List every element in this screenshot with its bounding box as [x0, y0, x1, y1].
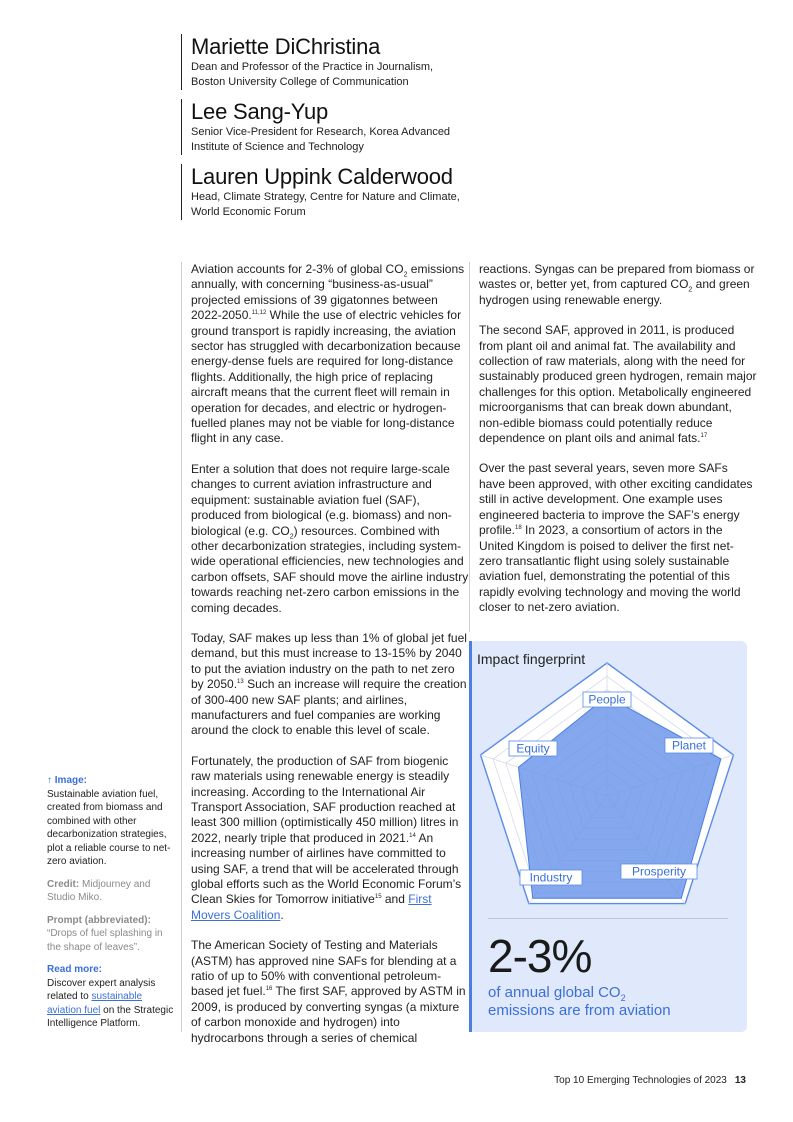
- paragraph: Aviation accounts for 2-3% of global $CO_2$ emissions annually, with concerning “business-as-usual” projected emissions of 39 gigatonnes between 2022-2050.$^{11,12}$ While the use of electric vehicles for ground transport is rapidly increasing, the aviation sector has struggled with decarbonization because energy-dense fuels are required for long-distance flights. Additionally, the high price of replacing aircraft means that the current fleet will remain in operation for decades, and electric or hydrogen-fuelled planes may not be viable for long-distance flight in any case.: [191, 262, 465, 446]
- image-prompt: Prompt (abbreviated): “Drops of fuel splashing in the shape of leaves”.: [47, 914, 163, 953]
- paragraph: Over the past several years, seven more SAFs have been approved, with other exciting candidates still in active development. One example uses engineered bacteria to improve the SAF’s energy profile.$^{18}$ In 2023, a consortium of actors in the United Kingdom is poised to deliver the first net-zero transatlantic flight using solely sustainable aviation fuel, demonstrating the potential of this rapidly evolving technology and moving the world closer to net-zero aviation.: [479, 461, 753, 615]
- radar-axis-label-prosperity: [621, 864, 697, 879]
- radar-axis-label-planet: [665, 738, 713, 753]
- radar-label-text: Equity: [516, 741, 550, 756]
- stat-description: of annual global $CO_2$ emissions are from aviation: [488, 984, 671, 1019]
- image-caption-heading: ↑ Image:: [47, 775, 88, 786]
- footnote-ref: 11,12: [251, 310, 267, 317]
- radar-label-text: People: [588, 692, 626, 707]
- paragraph: reactions. Syngas can be prepared from biomass or wastes or, better yet, from captured $CO_2$ and green hydrogen using renewable energy.: [479, 262, 755, 307]
- image-credit: Credit: Midjourney and Studio Miko.: [47, 878, 151, 903]
- footnote-ref: 14: [409, 832, 416, 839]
- author-list: [181, 34, 581, 229]
- radar-axis-label-people: [583, 692, 631, 707]
- read-more: Read more: Discover expert analysis related to sustainable aviation fuel on the Strategic Intelligence Platform.: [47, 964, 174, 1029]
- paragraph: The second SAF, approved in 2011, is produced from plant oil and animal fat. The availability and collection of raw materials, along with the need for sustainably produced green hydrogen, remain major challenges for this option. Metabolically engineered microorganisms that can break down abundant, non-edible biomass could potentially reduce dependence on plant oils and animal fats.$^{17}$: [479, 323, 757, 446]
- image-sidebar: [47, 774, 175, 1040]
- footnote-ref: 18: [515, 525, 522, 532]
- radar-label-text: Prosperity: [631, 864, 687, 879]
- first-movers-coalition-link[interactable]: First Movers Coalition: [191, 892, 432, 922]
- body-column-right: [469, 262, 757, 632]
- author-role-line: Senior Vice-President for Research, Korea Advanced: [191, 126, 451, 138]
- paragraph: Today, SAF makes up less than 1% of global jet fuel demand, but this must increase to 13-15% by 2040 to put the aviation industry on the path to net zero by 2050.13 Such an increase will require the creation of 300-400 new SAF plants; and airlines, manufacturers and fuel companies are working around the clock to enable this level of scale.: [191, 630, 467, 738]
- author-block: [181, 34, 581, 90]
- impact-radar-chart: [469, 641, 747, 911]
- stat-value: 2-3%: [488, 930, 592, 982]
- image-caption: [47, 774, 175, 869]
- author-name: Lee Sang-Yup: [191, 99, 329, 124]
- footer-title: Top 10 Emerging Technologies of 2023: [554, 1075, 727, 1086]
- author-role-line: Institute of Science and Technology: [191, 141, 364, 153]
- radar-axis-label-industry: [520, 870, 582, 885]
- radar-axis-label-equity: [509, 741, 557, 756]
- read-more-heading: Read more:: [47, 964, 103, 975]
- footnote-ref: 15: [374, 894, 382, 901]
- author-role-line: World Economic Forum: [191, 206, 306, 218]
- body-column-left: [181, 262, 469, 1045]
- image-caption-text: Sustainable aviation fuel, created from biomass and combined with other decarbonization strategies, plot a reliable course to net-zero aviation.: [47, 788, 171, 867]
- author-name: Mariette DiChristina: [191, 34, 381, 59]
- author-block: [181, 99, 581, 155]
- footnote-ref: 16: [265, 986, 273, 993]
- author-block: [181, 164, 581, 220]
- page-footer: [554, 1075, 746, 1086]
- radar-label-text: Planet: [671, 738, 707, 753]
- page-number: 13: [734, 1075, 746, 1086]
- impact-fingerprint-title: Impact fingerprint: [477, 651, 586, 667]
- author-name: Lauren Uppink Calderwood: [191, 164, 453, 189]
- author-role: [191, 60, 581, 90]
- footnote-ref: 17: [700, 433, 708, 440]
- radar-label-text: Industry: [529, 870, 573, 885]
- author-role-line: Boston University College of Communication: [191, 76, 409, 88]
- panel-divider: [488, 918, 728, 919]
- paragraph: Fortunately, the production of SAF from biogenic raw materials using renewable energy is steadily increasing. According to the International Air Transport Association, SAF production reached at least 300 million (optimistically 450 million) litres in 2022, nearly triple that produced in 2021.14 An increasing number of airlines have committed to using SAF, a trend that will be accelerated through global efforts such as the World Economic Forum’s Clean Skies for Tomorrow initiative$^{15}$ and First Movers Coalition.: [191, 753, 462, 922]
- footnote-ref: 13: [237, 679, 244, 686]
- author-role: [191, 125, 581, 155]
- paragraph: The American Society of Testing and Materials (ASTM) has approved nine SAFs for blending at a ratio of up to 50% with conventional petroleum-based jet fuel.$^{16}$ The first SAF, approved by ASTM in 2009, is produced by converting syngas (a mixture of carbon monoxide and hydrogen) into hydrocarbons through a series of chemical: [191, 938, 466, 1045]
- author-role-line: Head, Climate Strategy, Centre for Nature and Climate,: [191, 191, 460, 203]
- paragraph: Enter a solution that does not require large-scale changes to current aviation infrastructure and equipment: sustainable aviation fuel (SAF), produced from biological (e.g. biomass) and non-biological (e.g. $CO_2$) resources. Combined with other decarbonization strategies, including system-wide operational efficiencies, new technologies and carbon offsets, SAF should move the airline industry towards reaching net-zero carbon emissions in the coming decades.: [191, 461, 469, 615]
- sustainable-aviation-fuel-link[interactable]: sustainable aviation fuel: [47, 991, 143, 1016]
- author-role-line: Dean and Professor of the Practice in Journalism,: [191, 61, 434, 73]
- author-role: [191, 190, 581, 220]
- impact-panel: [469, 641, 747, 1032]
